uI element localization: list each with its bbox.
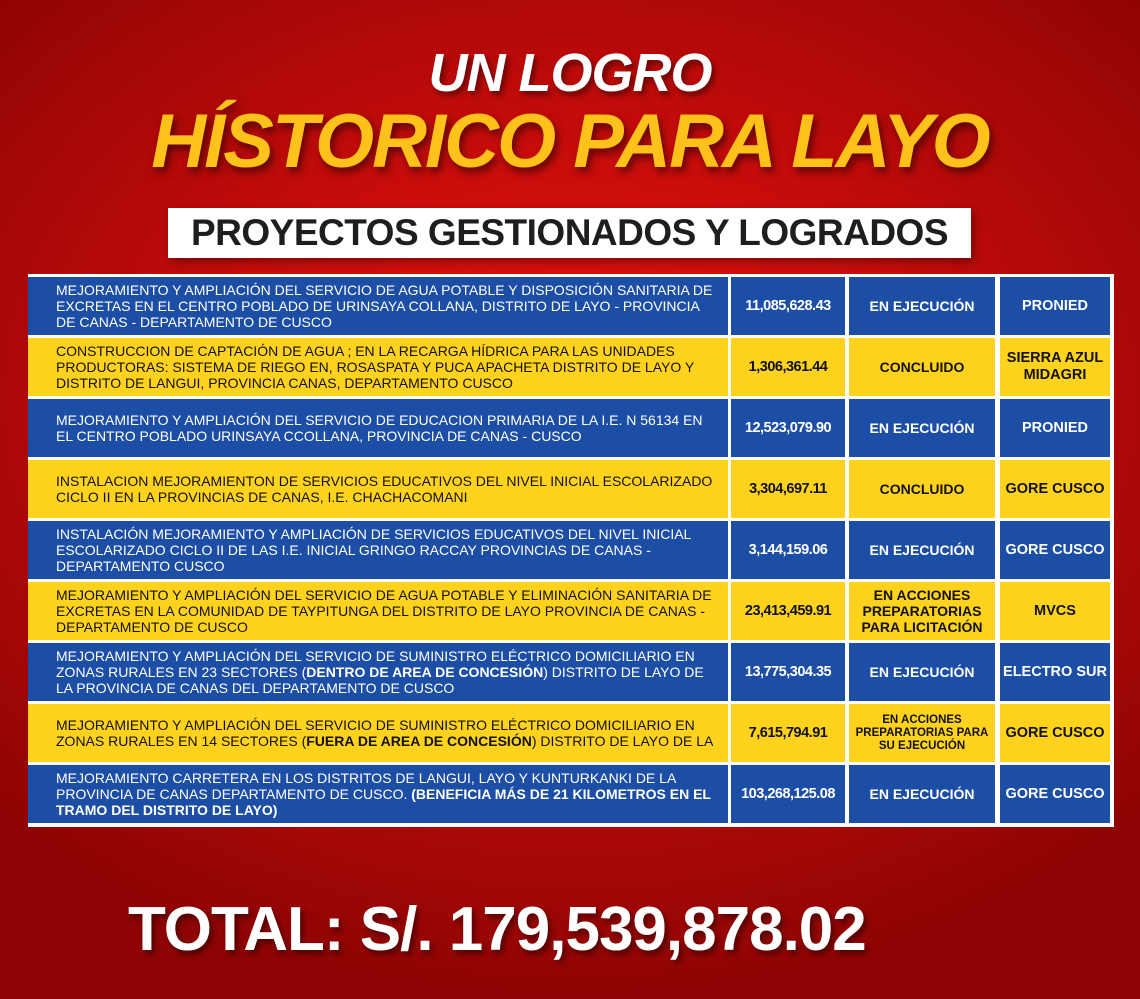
project-status: EN EJECUCIÓN	[849, 521, 995, 579]
project-entity: GORE CUSCO	[1000, 704, 1110, 762]
project-status: CONCLUIDO	[849, 338, 995, 396]
project-status: CONCLUIDO	[849, 460, 995, 518]
project-entity: GORE CUSCO	[1000, 765, 1110, 823]
table-row	[28, 277, 1114, 335]
project-description: MEJORAMIENTO Y AMPLIACIÓN DEL SERVICIO DE AGUA POTABLE Y DISPOSICIÓN SANITARIA DE EXCRETAS EN EL CENTRO POBLADO DE URINSAYA COLLANA, DISTRITO DE LAYO - PROVINCIA DE CANAS - DEPARTAMENTO DE CUSCO	[28, 277, 728, 335]
title-line-2: HÍSTORICO PARA LAYO	[151, 99, 989, 184]
project-amount: 1,306,361.44	[731, 338, 845, 396]
project-description: CONSTRUCCION DE CAPTACIÓN DE AGUA ; EN LA RECARGA HÍDRICA PARA LAS UNIDADES PRODUCTORAS: SISTEMA DE RIEGO EN, ROSASPATA Y PUCA APACHETA DISTRITO DE LAYO Y DISTRITO DE LANGUI, PROVINCIA CANAS, DEPARTAMENTO CUSCO	[28, 338, 728, 396]
project-amount: 12,523,079.90	[731, 399, 845, 457]
table-row	[28, 338, 1114, 396]
project-status: EN EJECUCIÓN	[849, 643, 995, 701]
project-status: EN ACCIONES PREPARATORIAS PARA LICITACIÓN	[849, 582, 995, 640]
table-row	[28, 765, 1114, 823]
project-status: EN EJECUCIÓN	[849, 277, 995, 335]
project-description: MEJORAMIENTO CARRETERA EN LOS DISTRITOS DE LANGUI, LAYO Y KUNTURKANKI DE LA PROVINCIA DE CANAS DEPARTAMENTO DE CUSCO. (BENEFICIA MÁS DE 21 KILOMETROS EN EL TRAMO DEL DISTRITO DE LAYO)	[28, 765, 728, 823]
title-line-1: UN LOGRO	[428, 43, 712, 103]
project-status: EN ACCIONES PREPARATORIAS PARA SU EJECUCIÓN	[849, 704, 995, 762]
project-entity: GORE CUSCO	[1000, 521, 1110, 579]
project-description: INSTALACION MEJORAMIENTON DE SERVICIOS EDUCATIVOS DEL NIVEL INICIAL ESCOLARIZADO CICLO II EN LA PROVINCIAS DE CANAS, I.E. CHACHACOMANI	[28, 460, 728, 518]
project-entity: GORE CUSCO	[1000, 460, 1110, 518]
total-amount: TOTAL: S/. 179,539,878.02	[128, 895, 866, 964]
project-amount: 23,413,459.91	[731, 582, 845, 640]
project-amount: 3,144,159.06	[731, 521, 845, 579]
table-row	[28, 582, 1114, 640]
project-description: MEJORAMIENTO Y AMPLIACIÓN DEL SERVICIO DE SUMINISTRO ELÉCTRICO DOMICILIARIO EN ZONAS RURALES EN 23 SECTORES (DENTRO DE AREA DE CONCESIÓN) DISTRITO DE LAYO DE LA PROVINCIA DE CANAS DEL DEPARTAMENTO DE CUSCO	[28, 643, 728, 701]
project-amount: 103,268,125.08	[731, 765, 845, 823]
project-status: EN EJECUCIÓN	[849, 765, 995, 823]
project-entity: PRONIED	[1000, 277, 1110, 335]
table-row	[28, 399, 1114, 457]
project-amount: 7,615,794.91	[731, 704, 845, 762]
subtitle-banner: PROYECTOS GESTIONADOS Y LOGRADOS	[168, 208, 971, 258]
table-row	[28, 704, 1114, 762]
project-description: MEJORAMIENTO Y AMPLIACIÓN DEL SERVICIO DE SUMINISTRO ELÉCTRICO DOMICILIARIO EN ZONAS RURALES EN 14 SECTORES (FUERA DE AREA DE CONCESIÓN) DISTRITO DE LAYO DE LA	[28, 704, 728, 762]
project-amount: 11,085,628.43	[731, 277, 845, 335]
project-description: MEJORAMIENTO Y AMPLIACIÓN DEL SERVICIO DE EDUCACION PRIMARIA DE LA I.E. N 56134 EN EL CENTRO POBLADO URINSAYA CCOLLANA, PROVINCIA DE CANAS - CUSCO	[28, 399, 728, 457]
projects-table	[28, 274, 1114, 827]
project-entity: PRONIED	[1000, 399, 1110, 457]
table-row	[28, 460, 1114, 518]
project-description: INSTALACIÓN MEJORAMIENTO Y AMPLIACIÓN DE SERVICIOS EDUCATIVOS DEL NIVEL INICIAL ESCOLARIZADO CICLO II DE LAS I.E. INICIAL GRINGO RACCAY PROVINCIAS DE CANAS - DEPARTAMENTO CUSCO	[28, 521, 728, 579]
project-description: MEJORAMIENTO Y AMPLIACIÓN DEL SERVICIO DE AGUA POTABLE Y ELIMINACIÓN SANITARIA DE EXCRETAS EN LA COMUNIDAD DE TAYPITUNGA DEL DISTRITO DE LAYO PROVINCIA DE CANAS - DEPARTAMENTO DE CUSCO	[28, 582, 728, 640]
table-row	[28, 643, 1114, 701]
project-entity: ELECTRO SUR	[1000, 643, 1110, 701]
project-amount: 13,775,304.35	[731, 643, 845, 701]
table-row	[28, 521, 1114, 579]
project-entity: MVCS	[1000, 582, 1110, 640]
project-status: EN EJECUCIÓN	[849, 399, 995, 457]
project-entity: SIERRA AZUL MIDAGRI	[1000, 338, 1110, 396]
project-amount: 3,304,697.11	[731, 460, 845, 518]
